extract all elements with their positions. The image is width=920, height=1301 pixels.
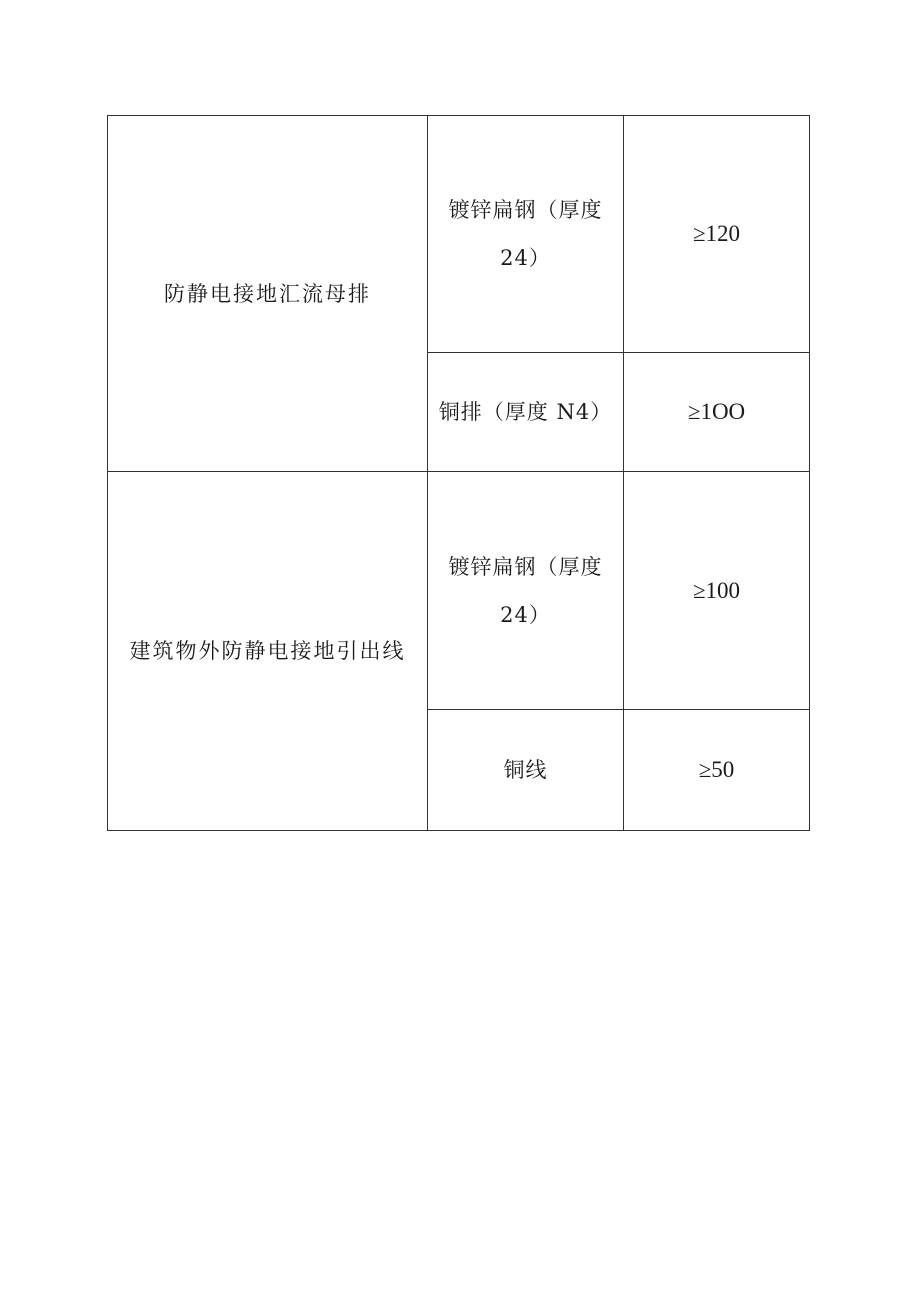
- item-cell: [108, 472, 428, 831]
- material-cell: [428, 472, 624, 710]
- material-label: 镀锌扁钢（厚度 24）: [448, 198, 603, 270]
- material-label: 铜排（厚度 N4）: [438, 400, 613, 424]
- item-label: 防静电接地汇流母排: [164, 281, 371, 306]
- value-cell: [624, 472, 810, 710]
- material-label: 镀锌扁钢（厚度 24）: [448, 554, 603, 627]
- value-label: ≥100: [692, 577, 741, 603]
- item-label: 建筑物外防静电接地引出线: [129, 639, 406, 663]
- material-cell: [428, 116, 624, 353]
- value-cell: [624, 353, 810, 472]
- value-label: ≥120: [692, 221, 741, 246]
- value-cell: [624, 116, 810, 353]
- table-row: [108, 116, 810, 353]
- value-cell: [624, 710, 810, 831]
- table-row: [108, 472, 810, 710]
- material-cell: [428, 710, 624, 831]
- value-label: ≥1OO: [687, 399, 746, 424]
- item-cell: [108, 116, 428, 472]
- material-label: 铜线: [503, 758, 548, 782]
- grounding-spec-table: [107, 115, 810, 831]
- material-cell: [428, 353, 624, 472]
- value-label: ≥50: [698, 757, 735, 782]
